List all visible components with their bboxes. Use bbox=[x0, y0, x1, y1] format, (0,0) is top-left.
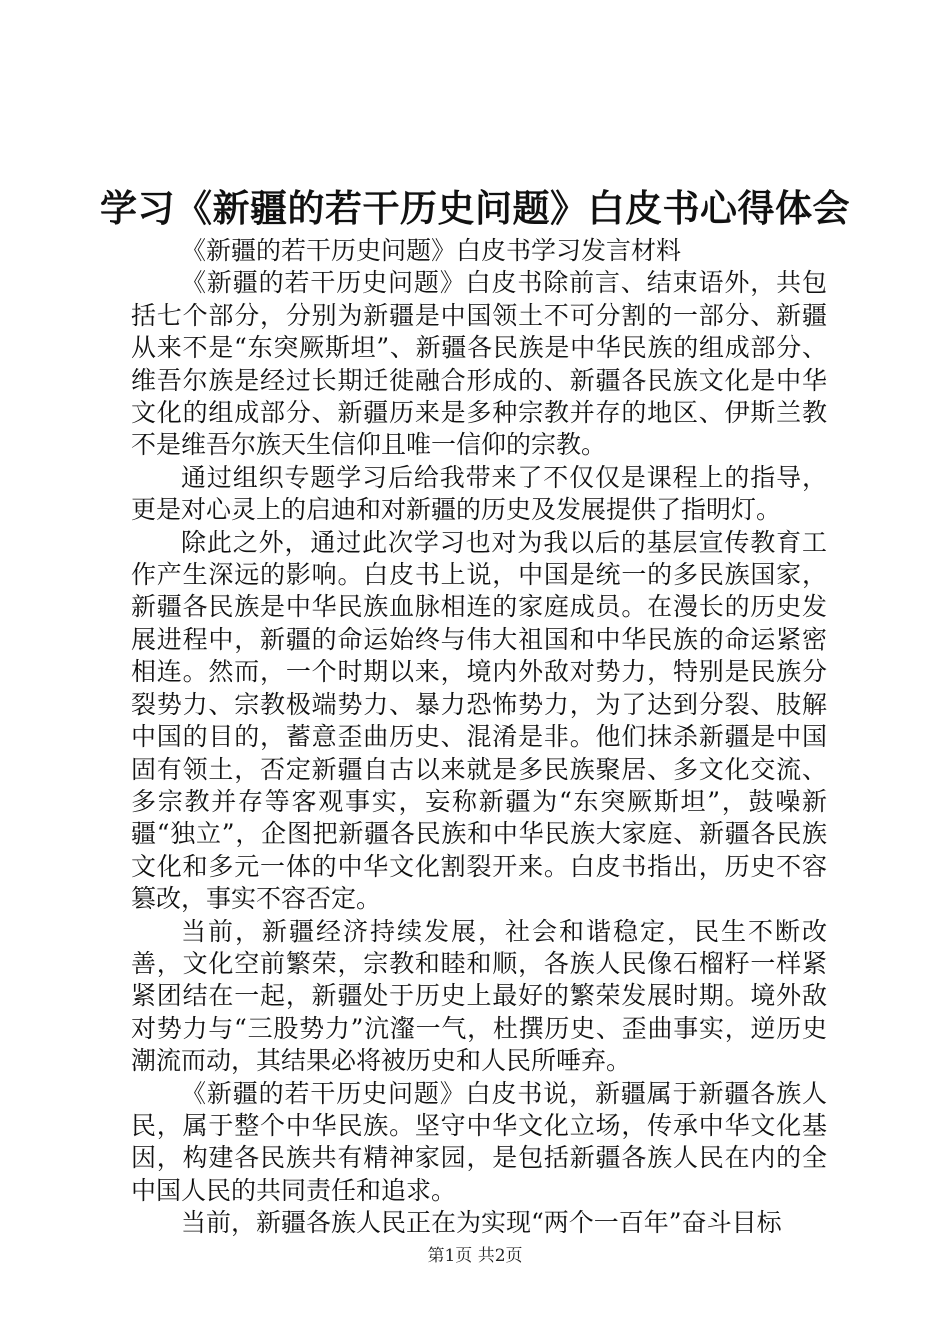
paragraph-4: 当前，新疆经济持续发展，社会和谐稳定，民生不断改善，文化空前繁荣，宗教和睦和顺，各族人民像石榴籽一样紧紧团结在一起，新疆处于历史上最好的繁荣发展时期。境外敌对势力与“三股势力”沆瀣一气，杜撰历史、歪曲事实，逆历史潮流而动，其结果必将被历史和人民所唾弃。 bbox=[131, 916, 827, 1076]
paragraph-2: 通过组织专题学习后给我带来了不仅仅是课程上的指导，更是对心灵上的启迪和对新疆的历史及发展提供了指明灯。 bbox=[131, 462, 827, 525]
paragraph-5: 《新疆的若干历史问题》白皮书说，新疆属于新疆各族人民，属于整个中华民族。坚守中华文化立场，传承中华文化基因，构建各民族共有精神家园，是包括新疆各族人民在内的全中国人民的共同责任和追求。 bbox=[131, 1078, 827, 1205]
paragraph-subtitle: 《新疆的若干历史问题》白皮书学习发言材料 bbox=[181, 236, 682, 265]
document-title: 学习《新疆的若干历史问题》白皮书心得体会 bbox=[100, 186, 850, 230]
document-body bbox=[131, 235, 827, 1240]
page-number-footer: 第1页 共2页 bbox=[427, 1246, 523, 1266]
paragraph-6: 当前，新疆各族人民正在为实现“两个一百年”奋斗目标 bbox=[181, 1208, 782, 1238]
paragraph-3: 除此之外，通过此次学习也对为我以后的基层宣传教育工作产生深远的影响。白皮书上说，中国是统一的多民族国家，新疆各民族是中华民族血脉相连的家庭成员。在漫长的历史发展进程中，新疆的命运始终与伟大祖国和中华民族的命运紧密相连。然而，一个时期以来，境内外敌对势力，特别是民族分裂势力、宗教极端势力、暴力恐怖势力，为了达到分裂、肢解中国的目的，蓄意歪曲历史、混淆是非。他们抹杀新疆是中国固有领土，否定新疆自古以来就是多民族聚居、多文化交流、多宗教并存等客观事实，妄称新疆为“东突厥斯坦”，鼓噪新疆“独立”，企图把新疆各民族和中华民族大家庭、新疆各民族文化和多元一体的中华文化割裂开来。白皮书指出，历史不容篡改，事实不容否定。 bbox=[131, 527, 827, 914]
paragraph-1: 《新疆的若干历史问题》白皮书除前言、结束语外，共包括七个部分，分别为新疆是中国领土不可分割的一部分、新疆从来不是“东突厥斯坦”、新疆各民族是中华民族的组成部分、维吾尔族是经过长期迁徙融合形成的、新疆各民族文化是中华文化的组成部分、新疆历来是多种宗教并存的地区、伊斯兰教不是维吾尔族天生信仰且唯一信仰的宗教。 bbox=[131, 268, 827, 460]
